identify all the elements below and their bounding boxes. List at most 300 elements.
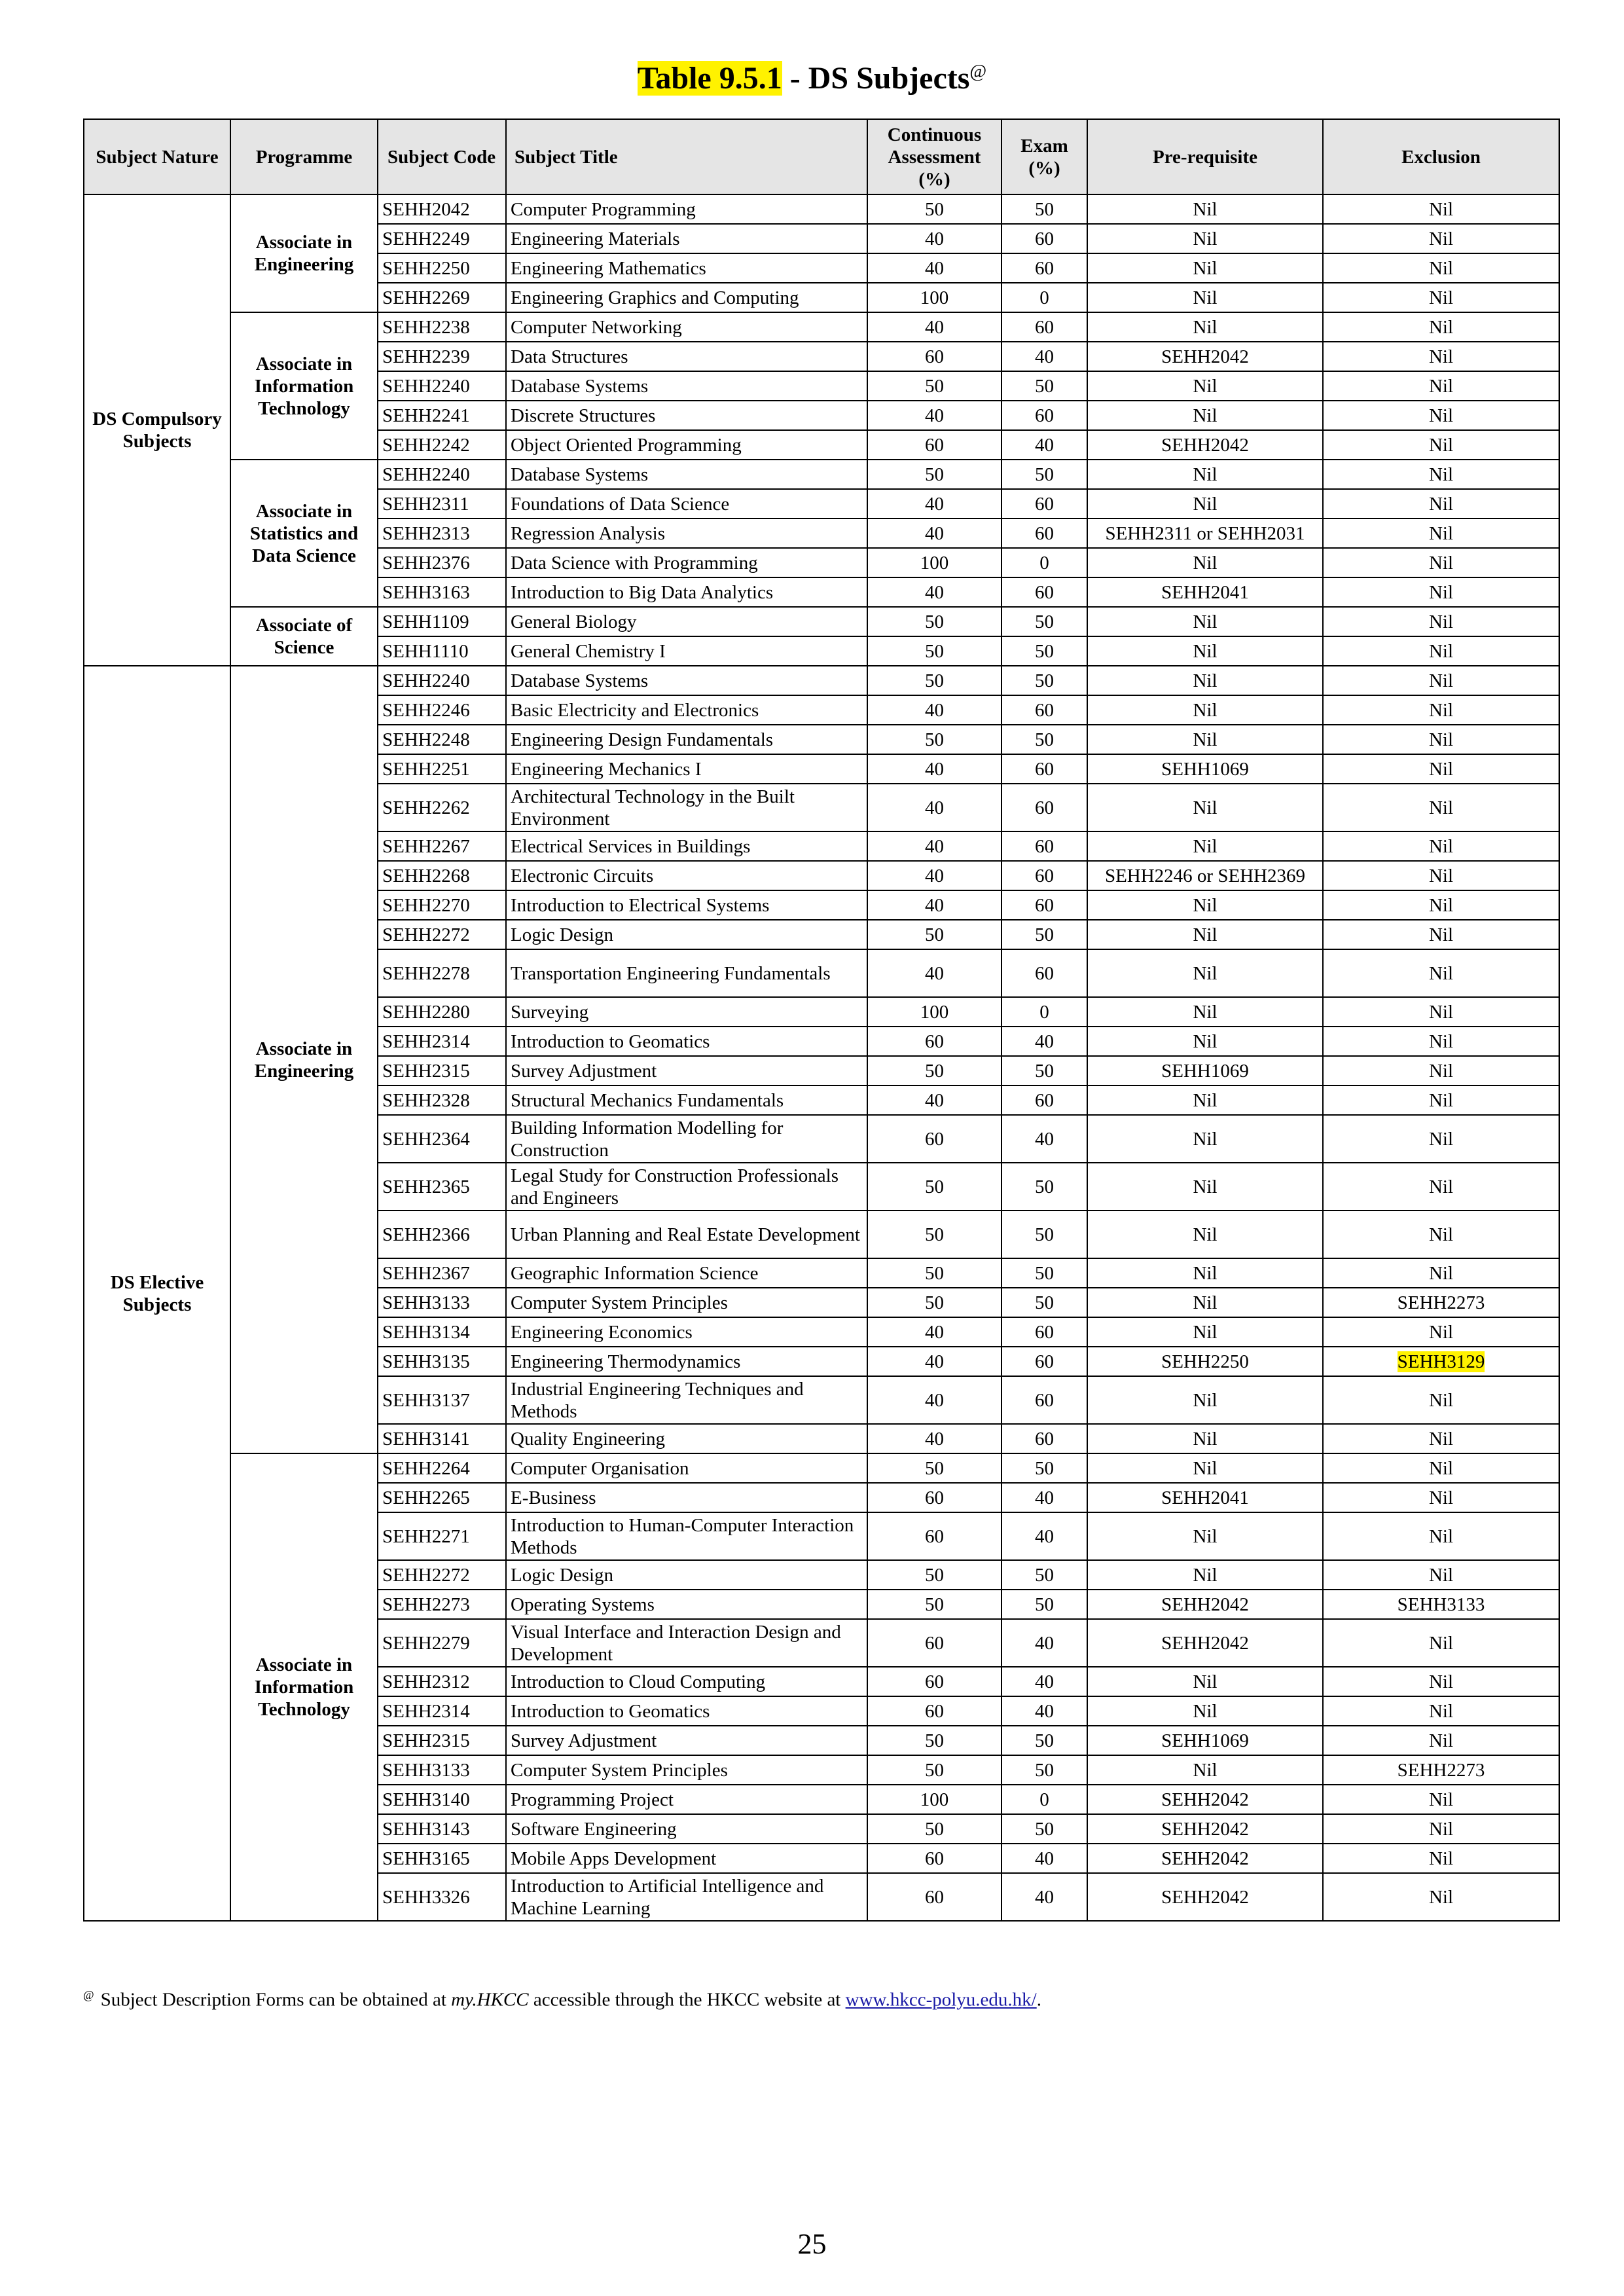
subject-title-cell <box>506 1317 867 1347</box>
subject-code: SEHH2246 <box>382 699 470 721</box>
pre-requisite-cell <box>1087 1844 1323 1873</box>
continuous-assessment-cell <box>867 224 1001 253</box>
continuous-assessment-cell <box>867 831 1001 861</box>
subject-title: Logic Design <box>511 924 614 945</box>
subject-code: SEHH2311 <box>382 493 469 515</box>
pre-requisite: Nil <box>1193 375 1218 397</box>
programme-cell: Associate in Information Technology <box>230 1453 378 1921</box>
pre-requisite-cell <box>1087 548 1323 577</box>
exam: 60 <box>1035 522 1054 544</box>
continuous-assessment: 40 <box>925 522 944 544</box>
subject-code-cell <box>378 577 506 607</box>
continuous-assessment-cell <box>867 920 1001 949</box>
exclusion-cell <box>1323 371 1559 401</box>
exam-cell <box>1001 1590 1087 1619</box>
exclusion-cell <box>1323 224 1559 253</box>
continuous-assessment-cell <box>867 695 1001 725</box>
exam-cell <box>1001 1376 1087 1424</box>
continuous-assessment-cell <box>867 784 1001 831</box>
continuous-assessment-cell <box>867 1453 1001 1483</box>
exclusion-cell <box>1323 920 1559 949</box>
pre-requisite: Nil <box>1193 405 1218 426</box>
exam-cell <box>1001 784 1087 831</box>
exclusion: Nil <box>1428 699 1454 721</box>
continuous-assessment: 50 <box>925 640 944 662</box>
programme-cell: Associate in Information Technology <box>230 312 378 460</box>
exclusion: Nil <box>1428 894 1454 916</box>
subject-code-cell <box>378 636 506 666</box>
exclusion-cell <box>1323 1814 1559 1844</box>
table-header-row <box>84 119 1559 194</box>
exclusion-cell <box>1323 1844 1559 1873</box>
exclusion-cell <box>1323 1085 1559 1115</box>
exam: 50 <box>1035 1759 1054 1781</box>
subject-code-cell <box>378 1376 506 1424</box>
pre-requisite-cell <box>1087 1288 1323 1317</box>
pre-requisite-cell <box>1087 224 1323 253</box>
subject-code-cell <box>378 1755 506 1785</box>
exam: 60 <box>1035 894 1054 916</box>
exclusion-cell <box>1323 1512 1559 1560</box>
continuous-assessment: 50 <box>925 1730 944 1751</box>
exam-cell <box>1001 401 1087 430</box>
subject-title-cell <box>506 1785 867 1814</box>
table-row <box>84 194 1559 224</box>
exclusion: Nil <box>1428 434 1454 456</box>
subject-title-cell <box>506 861 867 890</box>
pre-requisite-cell <box>1087 1347 1323 1376</box>
pre-requisite: Nil <box>1193 1389 1218 1411</box>
continuous-assessment: 40 <box>925 405 944 426</box>
pre-requisite-cell <box>1087 283 1323 312</box>
exclusion-cell <box>1323 1696 1559 1726</box>
pre-requisite-cell <box>1087 1085 1323 1115</box>
subject-title: Transportation Engineering Fundamentals <box>511 962 831 984</box>
exam: 60 <box>1035 228 1054 249</box>
exam-cell <box>1001 1211 1087 1258</box>
exam-cell <box>1001 1085 1087 1115</box>
subject-code-cell <box>378 430 506 460</box>
exam-cell <box>1001 1347 1087 1376</box>
subject-title: Engineering Design Fundamentals <box>511 729 774 750</box>
continuous-assessment-cell <box>867 1844 1001 1873</box>
subject-code-cell <box>378 1424 506 1453</box>
subject-title: Computer Programming <box>511 198 696 220</box>
pre-requisite-cell <box>1087 1619 1323 1667</box>
continuous-assessment-cell <box>867 430 1001 460</box>
subject-title-cell <box>506 1115 867 1163</box>
subject-code: SEHH2240 <box>382 670 470 691</box>
subject-code: SEHH3137 <box>382 1389 470 1411</box>
subject-title: Building Information Modelling for Construction <box>511 1117 784 1161</box>
footnote-text-1: Subject Description Forms can be obtained at <box>100 1989 452 2011</box>
subject-title-cell <box>506 1755 867 1785</box>
exclusion-cell <box>1323 1785 1559 1814</box>
subject-title: Surveying <box>511 1001 589 1023</box>
subject-title-cell <box>506 548 867 577</box>
exam-cell <box>1001 636 1087 666</box>
subject-code: SEHH3141 <box>382 1428 470 1449</box>
subject-title: Quality Engineering <box>511 1428 665 1449</box>
continuous-assessment-cell <box>867 1211 1001 1258</box>
exam: 50 <box>1035 1818 1054 1840</box>
continuous-assessment-cell <box>867 342 1001 371</box>
exclusion: Nil <box>1428 640 1454 662</box>
pre-requisite: Nil <box>1193 1089 1218 1111</box>
programme-cell: Associate of Science <box>230 607 378 666</box>
exclusion: Nil <box>1428 1262 1454 1284</box>
exclusion: Nil <box>1428 1700 1454 1722</box>
subject-code: SEHH2242 <box>382 434 470 456</box>
exam: 40 <box>1035 346 1054 367</box>
pre-requisite: Nil <box>1193 493 1218 515</box>
pre-requisite: Nil <box>1193 894 1218 916</box>
exam-cell <box>1001 1512 1087 1560</box>
pre-requisite-cell <box>1087 1726 1323 1755</box>
continuous-assessment: 40 <box>925 1351 944 1372</box>
exam-cell <box>1001 920 1087 949</box>
subject-code: SEHH3135 <box>382 1351 470 1372</box>
exclusion: Nil <box>1428 1848 1454 1869</box>
exclusion: Nil <box>1428 611 1454 632</box>
subject-title-cell <box>506 371 867 401</box>
continuous-assessment-cell <box>867 1483 1001 1512</box>
exam: 60 <box>1035 758 1054 780</box>
subject-code-cell <box>378 1211 506 1258</box>
subject-code: SEHH2279 <box>382 1632 470 1654</box>
pre-requisite-cell <box>1087 1211 1323 1258</box>
exam-cell <box>1001 460 1087 489</box>
pre-requisite-cell <box>1087 831 1323 861</box>
subject-code: SEHH2269 <box>382 287 470 308</box>
continuous-assessment-cell <box>867 1056 1001 1085</box>
subject-code: SEHH2042 <box>382 198 470 220</box>
continuous-assessment-cell <box>867 1560 1001 1590</box>
subject-code-cell <box>378 194 506 224</box>
continuous-assessment-cell <box>867 519 1001 548</box>
continuous-assessment: 60 <box>925 346 944 367</box>
subject-title: Structural Mechanics Fundamentals <box>511 1089 784 1111</box>
continuous-assessment: 40 <box>925 257 944 279</box>
exclusion-cell <box>1323 890 1559 920</box>
subject-title: Introduction to Electrical Systems <box>511 894 770 916</box>
subject-code: SEHH3143 <box>382 1818 470 1840</box>
exclusion: Nil <box>1428 1060 1454 1082</box>
subject-code: SEHH2365 <box>382 1176 470 1197</box>
continuous-assessment: 60 <box>925 1671 944 1692</box>
exam: 50 <box>1035 198 1054 220</box>
subject-title: General Biology <box>511 611 637 632</box>
exclusion: SEHH3133 <box>1397 1594 1485 1615</box>
exclusion-cell <box>1323 283 1559 312</box>
pre-requisite-cell <box>1087 725 1323 754</box>
exclusion: Nil <box>1428 552 1454 574</box>
exam: 0 <box>1039 1001 1049 1023</box>
exam: 40 <box>1035 1525 1054 1547</box>
subject-title: Introduction to Cloud Computing <box>511 1671 766 1692</box>
continuous-assessment: 40 <box>925 1089 944 1111</box>
subject-code-cell <box>378 949 506 997</box>
pre-requisite-cell <box>1087 1424 1323 1453</box>
exam-cell <box>1001 1814 1087 1844</box>
exam-cell <box>1001 1755 1087 1785</box>
subject-code-cell <box>378 1483 506 1512</box>
subject-code-cell <box>378 1560 506 1590</box>
subjects-table <box>83 118 1560 1922</box>
pre-requisite-cell <box>1087 401 1323 430</box>
subject-title: Logic Design <box>511 1564 614 1586</box>
subject-code-cell <box>378 754 506 784</box>
continuous-assessment: 60 <box>925 1632 944 1654</box>
continuous-assessment: 50 <box>925 1176 944 1197</box>
exam: 40 <box>1035 1700 1054 1722</box>
continuous-assessment: 100 <box>920 287 949 308</box>
pre-requisite-cell <box>1087 1512 1323 1560</box>
exclusion-cell <box>1323 725 1559 754</box>
subject-title-cell <box>506 1027 867 1056</box>
exam-cell <box>1001 1560 1087 1590</box>
exclusion-cell <box>1323 1726 1559 1755</box>
pre-requisite: Nil <box>1193 699 1218 721</box>
exclusion: Nil <box>1428 581 1454 603</box>
subject-title: Introduction to Human-Computer Interaction Methods <box>511 1514 854 1558</box>
subject-code: SEHH2367 <box>382 1262 470 1284</box>
exam: 60 <box>1035 835 1054 857</box>
subject-code-cell <box>378 253 506 283</box>
pre-requisite: Nil <box>1193 1292 1218 1313</box>
pre-requisite: Nil <box>1193 924 1218 945</box>
continuous-assessment: 50 <box>925 1759 944 1781</box>
exam: 40 <box>1035 1128 1054 1150</box>
continuous-assessment-cell <box>867 548 1001 577</box>
subject-title-cell <box>506 1288 867 1317</box>
exam-cell <box>1001 831 1087 861</box>
continuous-assessment: 40 <box>925 699 944 721</box>
pre-requisite: Nil <box>1193 1128 1218 1150</box>
table-row <box>84 460 1559 489</box>
subject-title-cell <box>506 636 867 666</box>
subject-title-cell <box>506 1163 867 1211</box>
pre-requisite-cell <box>1087 1258 1323 1288</box>
subject-title-cell <box>506 224 867 253</box>
exclusion-cell <box>1323 607 1559 636</box>
subject-title: Architectural Technology in the Built Environment <box>511 786 795 829</box>
exclusion-cell <box>1323 997 1559 1027</box>
pre-requisite: SEHH2042 <box>1161 1594 1249 1615</box>
col-header-exclusion: Exclusion <box>1323 119 1559 194</box>
exclusion-cell <box>1323 401 1559 430</box>
continuous-assessment: 50 <box>925 464 944 485</box>
continuous-assessment-cell <box>867 890 1001 920</box>
exam: 40 <box>1035 434 1054 456</box>
table-row <box>84 607 1559 636</box>
continuous-assessment: 60 <box>925 1848 944 1869</box>
page-title <box>0 60 1624 96</box>
subject-code: SEHH3326 <box>382 1886 470 1908</box>
subject-title: Operating Systems <box>511 1594 655 1615</box>
continuous-assessment-cell <box>867 1085 1001 1115</box>
subject-title: Computer System Principles <box>511 1292 728 1313</box>
exam-cell <box>1001 1696 1087 1726</box>
subject-title: Programming Project <box>511 1789 674 1810</box>
subject-code: SEHH2314 <box>382 1030 470 1052</box>
exam: 60 <box>1035 962 1054 984</box>
exclusion-cell <box>1323 1027 1559 1056</box>
subject-code: SEHH2238 <box>382 316 470 338</box>
exclusion: Nil <box>1428 758 1454 780</box>
pre-requisite-cell <box>1087 636 1323 666</box>
subject-code: SEHH3134 <box>382 1321 470 1343</box>
exclusion: Nil <box>1428 1176 1454 1197</box>
pre-requisite: SEHH2250 <box>1161 1351 1249 1372</box>
exam: 60 <box>1035 865 1054 886</box>
exam: 50 <box>1035 1060 1054 1082</box>
continuous-assessment: 40 <box>925 758 944 780</box>
exclusion: Nil <box>1428 522 1454 544</box>
exam: 50 <box>1035 611 1054 632</box>
exam-cell <box>1001 725 1087 754</box>
pre-requisite-cell <box>1087 1317 1323 1347</box>
subject-title: Engineering Mathematics <box>511 257 706 279</box>
exam: 50 <box>1035 1457 1054 1479</box>
subject-title-cell <box>506 1347 867 1376</box>
exclusion: Nil <box>1428 464 1454 485</box>
continuous-assessment: 50 <box>925 1818 944 1840</box>
exclusion-cell <box>1323 1667 1559 1696</box>
subject-code-cell <box>378 666 506 695</box>
exclusion: Nil <box>1428 1224 1454 1245</box>
pre-requisite: SEHH2042 <box>1161 1632 1249 1654</box>
subject-title-cell <box>506 666 867 695</box>
exclusion-cell <box>1323 460 1559 489</box>
pre-requisite: Nil <box>1193 1001 1218 1023</box>
subject-code: SEHH3165 <box>382 1848 470 1869</box>
subject-code-cell <box>378 548 506 577</box>
pre-requisite: Nil <box>1193 552 1218 574</box>
continuous-assessment-cell <box>867 1619 1001 1667</box>
continuous-assessment: 60 <box>925 1886 944 1908</box>
pre-requisite: Nil <box>1193 670 1218 691</box>
table-number: Table 9.5.1 <box>637 61 782 96</box>
exclusion: Nil <box>1428 1671 1454 1692</box>
subject-code-cell <box>378 371 506 401</box>
subject-title-cell <box>506 754 867 784</box>
continuous-assessment-cell <box>867 1163 1001 1211</box>
subject-code-cell <box>378 489 506 519</box>
subject-code-cell <box>378 283 506 312</box>
subject-code: SEHH1110 <box>382 640 469 662</box>
exclusion: Nil <box>1428 924 1454 945</box>
exam-cell <box>1001 1288 1087 1317</box>
continuous-assessment: 50 <box>925 1224 944 1245</box>
pre-requisite: SEHH2042 <box>1161 1886 1249 1908</box>
exam: 50 <box>1035 670 1054 691</box>
subject-code-cell <box>378 1726 506 1755</box>
pre-requisite-cell <box>1087 519 1323 548</box>
subject-title: E-Business <box>511 1487 596 1508</box>
exclusion-cell <box>1323 1590 1559 1619</box>
pre-requisite: Nil <box>1193 1700 1218 1722</box>
exam: 50 <box>1035 1292 1054 1313</box>
subject-title: Database Systems <box>511 464 649 485</box>
pre-requisite: Nil <box>1193 640 1218 662</box>
exam-cell <box>1001 577 1087 607</box>
pre-requisite: Nil <box>1193 1564 1218 1586</box>
exam-cell <box>1001 1726 1087 1755</box>
subject-code: SEHH2376 <box>382 552 470 574</box>
pre-requisite: Nil <box>1193 257 1218 279</box>
subject-code: SEHH1109 <box>382 611 469 632</box>
subject-title-cell <box>506 1619 867 1667</box>
pre-requisite-cell <box>1087 1115 1323 1163</box>
pre-requisite-cell <box>1087 607 1323 636</box>
subject-title-cell <box>506 1258 867 1288</box>
exclusion: Nil <box>1428 1321 1454 1343</box>
subject-title: Mobile Apps Development <box>511 1848 717 1869</box>
pre-requisite: Nil <box>1193 1457 1218 1479</box>
pre-requisite-cell <box>1087 754 1323 784</box>
exclusion-cell <box>1323 784 1559 831</box>
continuous-assessment: 40 <box>925 797 944 818</box>
subject-title: Urban Planning and Real Estate Development <box>511 1224 860 1245</box>
exclusion-cell <box>1323 548 1559 577</box>
col-header-subject-nature: Subject Nature <box>84 119 230 194</box>
subject-code-cell <box>378 519 506 548</box>
exam-cell <box>1001 890 1087 920</box>
subject-title-cell <box>506 949 867 997</box>
subject-title-cell <box>506 1483 867 1512</box>
subject-nature-cell: DS Elective Subjects <box>84 666 230 1921</box>
pre-requisite-cell <box>1087 1755 1323 1785</box>
exclusion-cell <box>1323 1211 1559 1258</box>
exam: 0 <box>1039 552 1049 574</box>
continuous-assessment-cell <box>867 666 1001 695</box>
pre-requisite-cell <box>1087 1814 1323 1844</box>
pre-requisite: Nil <box>1193 1671 1218 1692</box>
exam: 50 <box>1035 1730 1054 1751</box>
subject-code-cell <box>378 1115 506 1163</box>
exam-cell <box>1001 1317 1087 1347</box>
pre-requisite: Nil <box>1193 228 1218 249</box>
pre-requisite-cell <box>1087 1696 1323 1726</box>
continuous-assessment: 50 <box>925 1262 944 1284</box>
continuous-assessment-cell <box>867 1696 1001 1726</box>
exam: 60 <box>1035 493 1054 515</box>
subject-title-cell <box>506 1844 867 1873</box>
exam-cell <box>1001 1163 1087 1211</box>
continuous-assessment: 100 <box>920 1001 949 1023</box>
subject-code-cell <box>378 890 506 920</box>
exam: 60 <box>1035 1089 1054 1111</box>
subject-title: Industrial Engineering Techniques and Methods <box>511 1378 804 1422</box>
subject-code-cell <box>378 1317 506 1347</box>
continuous-assessment: 50 <box>925 1060 944 1082</box>
exam: 60 <box>1035 1428 1054 1449</box>
exam: 60 <box>1035 405 1054 426</box>
subject-code: SEHH2313 <box>382 522 470 544</box>
exam: 0 <box>1039 1789 1049 1810</box>
pre-requisite-cell <box>1087 1056 1323 1085</box>
subject-code-cell <box>378 1163 506 1211</box>
exclusion-cell <box>1323 1424 1559 1453</box>
exam-cell <box>1001 861 1087 890</box>
continuous-assessment-cell <box>867 636 1001 666</box>
pre-requisite-cell <box>1087 666 1323 695</box>
exclusion-cell <box>1323 1056 1559 1085</box>
hkcc-website-link[interactable]: www.hkcc-polyu.edu.hk/ <box>845 1989 1037 2011</box>
continuous-assessment-cell <box>867 1258 1001 1288</box>
exclusion: Nil <box>1428 1428 1454 1449</box>
